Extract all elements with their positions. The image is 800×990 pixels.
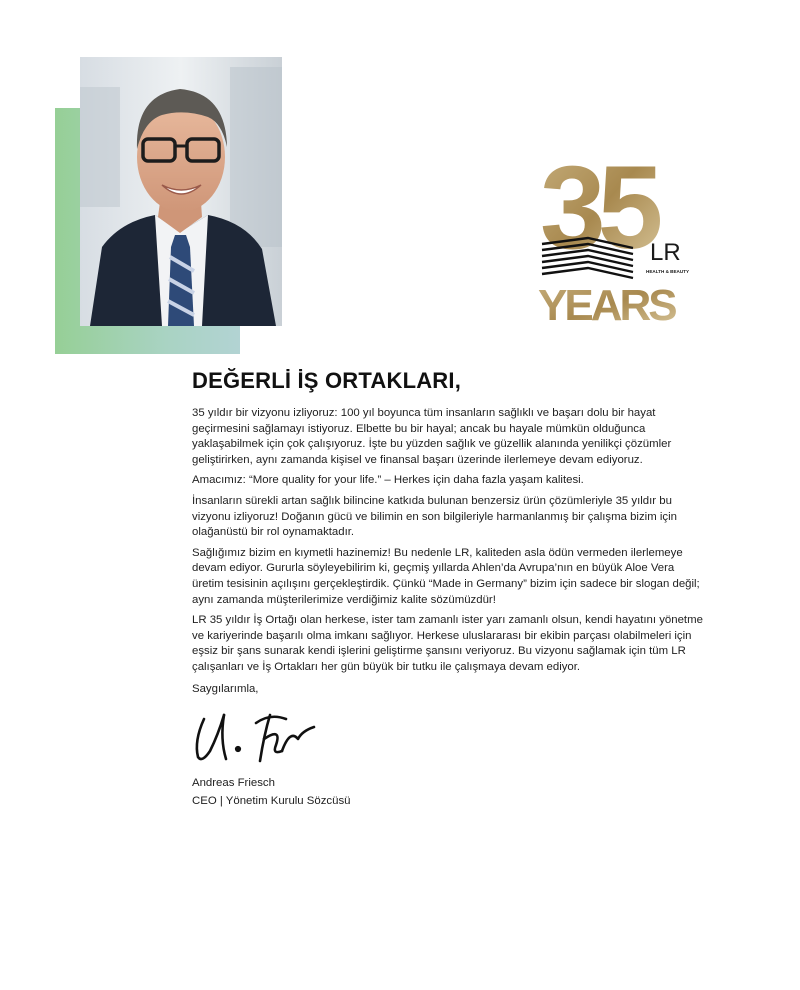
letter-paragraph: Amacımız: “More quality for your life.” – Herkes için daha fazla yaşam kalitesi. — [192, 474, 584, 487]
logo-years-text: YEARS — [538, 281, 675, 326]
handwritten-signature — [190, 705, 322, 765]
ceo-portrait-photo — [80, 57, 282, 326]
letter-paragraph: İnsanların sürekli artan sağlık bilincine katkıda bulunan benzersiz ürün çözümleriyle 35 yıldır bu vizyonu izliyoruz! Doğanın gücü ve bilimin en son bilgileriyle harmanlanmış bir çalışma bizim için olağanüstü bir rol oynamaktadır. — [192, 494, 677, 539]
logo-tagline: HEALTH & BEAUTY — [646, 269, 690, 274]
letter-closing: Saygılarımla, — [192, 683, 259, 695]
logo-brand-mark: LR — [650, 239, 681, 266]
letter-paragraph: LR 35 yıldır İş Ortağı olan herkese, ister tam zamanlı ister yarı zamanlı olsun, kendi hayatını yönetme ve kariyerinde başarılı olma imkanı sağlıyor. Herkese uluslararası bir ekibin parçası olabilmeleri için eşsiz bir şans sunarak kendi işlerini geliştirme şansını veriyoruz. Bu vizyonu sağlamak için tüm LR çalışanları ve İş Ortakları her gün büyük bir tutku ile çalışmaya devam ediyor. — [192, 614, 703, 673]
signer-title: CEO | Yönetim Kurulu Sözcüsü — [192, 795, 351, 807]
letter-body — [192, 406, 707, 681]
lr-35-years-logo — [538, 136, 698, 326]
logo-anniversary-number: 35 — [540, 142, 656, 274]
letter-heading: DEĞERLİ İŞ ORTAKLARI, — [192, 368, 462, 393]
letter-paragraph: 35 yıldır bir vizyonu izliyoruz: 100 yıl boyunca tüm insanların sağlıklı ve başarı dolu bir hayat geçirmesini sağlamayı istiyoruz. Elbette bu bir hayal; ancak bu hayale mümkün olduğunca yaklaşabilmek için çok çalışıyoruz. İşte bu yüzden sağlık ve güzellik alanında yenilikçi çözümler geliştirirken, aynı zamanda kişisel ve finansal başarı üzerinde ilerlemeye devam ediyoruz. — [192, 407, 672, 466]
signer-name: Andreas Friesch — [192, 777, 275, 789]
letter-paragraph: Sağlığımız bizim en kıymetli hazinemiz! Bu nedenle LR, kaliteden asla ödün vermeden ilerlemeye devam ediyor. Gururla söyleyebilirim ki, geçmiş yıllarda Ahlen’da Avrupa’nın en büyük Aloe Vera üretim tesisinin açılışını gerçekleştirdik. Çünkü “Made in Germany” bizim için sadece bir slogan değil; aynı zamanda müşterilerimize verdiğimiz kalite sözümüzdür! — [192, 546, 700, 606]
